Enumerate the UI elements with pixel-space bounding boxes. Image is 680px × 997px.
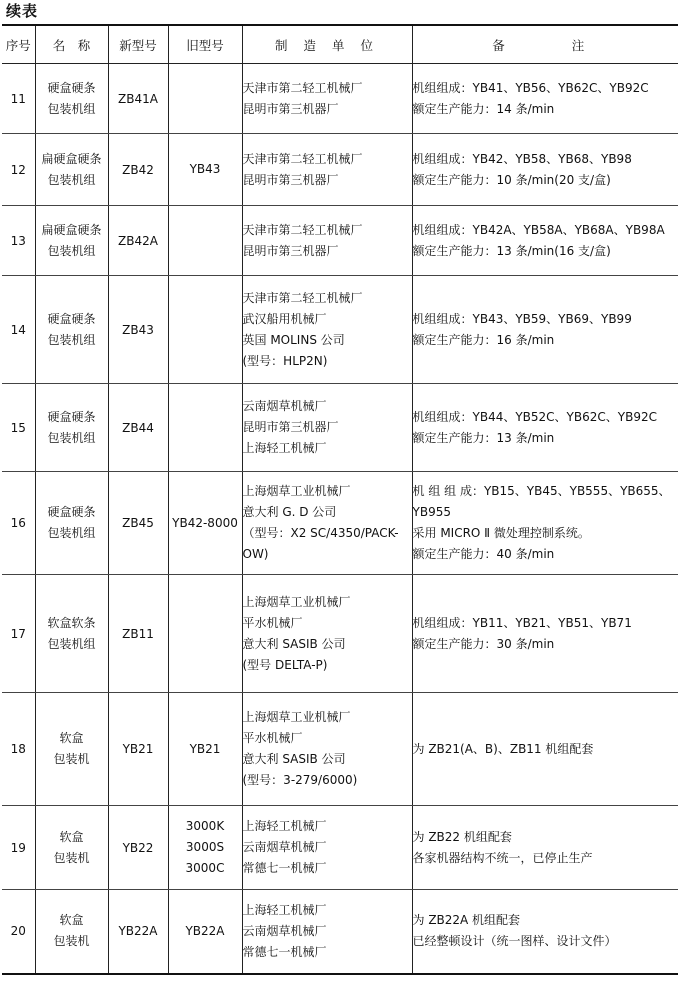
cell-note: [412, 64, 678, 134]
cell-name-line: 软盒: [59, 731, 84, 745]
cell-note-line: 各家机器结构不统一，已停止生产: [412, 850, 593, 865]
cell-new-model: ZB43: [108, 276, 168, 384]
table-continuation-caption: 续表: [6, 2, 39, 20]
cell-maker-line: 上海烟草工业机械厂: [242, 594, 351, 609]
cell-new-model: ZB11: [108, 575, 168, 693]
cell-old-model: [168, 384, 242, 472]
cell-note-line: 额定生产能力：14 条/min: [412, 101, 555, 116]
cell-old-model-line: YB21: [189, 741, 221, 756]
cell-maker-line: (型号 DELTA-P): [242, 657, 328, 672]
cell-new-model: YB21: [108, 693, 168, 806]
cell-old-model-line: YB22A: [185, 923, 225, 938]
cell-name-line: 硬盒硬条: [47, 409, 96, 424]
cell-seq: 13: [2, 206, 35, 276]
cell-note-line: 机组组成：YB42、YB58、YB68、YB98: [412, 151, 632, 166]
cell-note-line: 额定生产能力：40 条/min: [412, 547, 555, 561]
cell-name-line: 包装机: [53, 934, 90, 949]
table-row: [2, 134, 678, 206]
cell-name: [35, 472, 108, 575]
cell-old-model: [168, 806, 242, 890]
cell-maker-line: 云南烟草机械厂: [242, 923, 327, 938]
table-row: [2, 64, 678, 134]
cell-name-line: 包装机组: [47, 636, 96, 651]
cell-maker-line: 天津市第二轻工机械厂: [242, 151, 363, 166]
cell-new-model: ZB42A: [108, 206, 168, 276]
cell-maker-line: 昆明市第三机器厂: [242, 101, 339, 116]
cell-name: [35, 64, 108, 134]
cell-new-model: YB22: [108, 806, 168, 890]
cell-maker-line: OW): [242, 547, 269, 561]
cell-maker: [242, 64, 412, 134]
cell-name-line: 包装机组: [47, 243, 96, 258]
cell-name: [35, 206, 108, 276]
cell-maker: [242, 693, 412, 806]
cell-maker-line: 常德七一机械厂: [242, 861, 327, 875]
cell-name-line: 包装机组: [47, 172, 96, 187]
cell-old-model-line: YB43: [189, 162, 221, 176]
cell-note-line: 采用 MICRO Ⅱ 微处理控制系统。: [412, 526, 590, 540]
cell-note: [412, 276, 678, 384]
cell-old-model: [168, 64, 242, 134]
table-header-row: [2, 25, 678, 64]
cell-name-line: 软盒软条: [47, 615, 96, 630]
cell-old-model-line: YB42-8000: [172, 515, 238, 530]
cell-maker-line: 平水机械厂: [242, 615, 303, 630]
cell-note-line: 机组组成：YB41、YB56、YB62C、YB92C: [412, 80, 649, 95]
cell-note-line: 机组组成：YB43、YB59、YB69、YB99: [412, 311, 632, 326]
cell-name: [35, 276, 108, 384]
cell-note-line: 机组组成：YB44、YB52C、YB62C、YB92C: [412, 409, 657, 424]
cell-note: [412, 890, 678, 974]
cell-seq: 11: [2, 64, 35, 134]
header-old-model: 旧型号: [168, 25, 242, 64]
cell-note: [412, 575, 678, 693]
cell-new-model: YB22A: [108, 890, 168, 974]
packaging-machine-table: [2, 24, 678, 975]
header-note: 备 注: [412, 25, 678, 64]
cell-new-model: ZB44: [108, 384, 168, 472]
cell-maker-line: 上海烟草工业机械厂: [242, 710, 351, 724]
cell-maker-line: 上海烟草工业机械厂: [242, 484, 351, 498]
cell-maker-line: 天津市第二轻工机械厂: [242, 222, 363, 237]
cell-name-line: 软盒: [59, 829, 84, 844]
cell-note-line: 额定生产能力：13 条/min: [412, 430, 555, 445]
cell-name-line: 扁硬盒硬条: [41, 222, 102, 237]
cell-seq: 19: [2, 806, 35, 890]
cell-name-line: 包装机组: [47, 430, 96, 445]
cell-maker-line: 昆明市第三机器厂: [242, 420, 339, 434]
cell-maker-line: 上海轻工机械厂: [242, 819, 327, 833]
cell-note: [412, 134, 678, 206]
cell-maker-line: (型号：HLP2N): [242, 353, 328, 368]
cell-maker-line: 意大利 SASIB 公司: [242, 752, 346, 766]
cell-maker-line: 意大利 G. D 公司: [242, 505, 337, 519]
cell-new-model: ZB45: [108, 472, 168, 575]
cell-name-line: 软盒: [59, 913, 84, 928]
table-row: [2, 693, 678, 806]
cell-note: [412, 206, 678, 276]
cell-maker-line: 云南烟草机械厂: [242, 840, 327, 854]
cell-maker: [242, 276, 412, 384]
cell-maker-line: 上海轻工机械厂: [242, 441, 327, 455]
cell-name: [35, 384, 108, 472]
cell-maker-line: 意大利 SASIB 公司: [242, 636, 346, 651]
cell-old-model: [168, 890, 242, 974]
cell-seq: 15: [2, 384, 35, 472]
table-row: [2, 575, 678, 693]
table-row: [2, 890, 678, 974]
cell-maker-line: 昆明市第三机器厂: [242, 243, 339, 258]
cell-note: [412, 472, 678, 575]
cell-maker-line: 常德七一机械厂: [242, 944, 327, 959]
cell-note-line: 额定生产能力：13 条/min(16 支/盒): [412, 243, 611, 258]
cell-maker: [242, 134, 412, 206]
cell-maker: [242, 575, 412, 693]
cell-maker-line: (型号：3-279/6000): [242, 773, 358, 787]
cell-new-model: ZB42: [108, 134, 168, 206]
table-row: [2, 472, 678, 575]
cell-note-line: 机 组 组 成：YB15、YB45、YB555、YB655、: [412, 484, 671, 498]
cell-maker: [242, 384, 412, 472]
cell-old-model-line: 3000K: [185, 819, 225, 833]
cell-maker-line: 昆明市第三机器厂: [242, 172, 339, 187]
table-row: [2, 206, 678, 276]
cell-name-line: 扁硬盒硬条: [41, 151, 102, 166]
cell-maker: [242, 206, 412, 276]
header-new-model: 新型号: [108, 25, 168, 64]
cell-note-line: YB955: [412, 505, 451, 519]
cell-note-line: 已经整顿设计（统一图样、设计文件）: [412, 934, 617, 949]
cell-maker: [242, 890, 412, 974]
header-name: 名 称: [35, 25, 108, 64]
cell-seq: 16: [2, 472, 35, 575]
cell-note-line: 为 ZB22 机组配套: [412, 829, 512, 844]
cell-note-line: 额定生产能力：30 条/min: [412, 636, 555, 651]
cell-maker-line: 英国 MOLINS 公司: [242, 332, 345, 347]
cell-seq: 12: [2, 134, 35, 206]
table-row: [2, 806, 678, 890]
cell-note-line: 额定生产能力：10 条/min(20 支/盒): [412, 172, 611, 187]
cell-name-line: 硬盒硬条: [47, 80, 96, 95]
cell-name-line: 包装机: [53, 850, 90, 865]
cell-name: [35, 693, 108, 806]
cell-name-line: 包装机组: [47, 101, 96, 116]
cell-seq: 18: [2, 693, 35, 806]
table-row: [2, 384, 678, 472]
cell-old-model: [168, 472, 242, 575]
cell-name-line: 包装机: [53, 752, 90, 766]
cell-name: [35, 806, 108, 890]
cell-name-line: 包装机组: [47, 332, 96, 347]
cell-note-line: 为 ZB21(A、B)、ZB11 机组配套: [412, 741, 594, 756]
cell-note: [412, 384, 678, 472]
cell-old-model: [168, 134, 242, 206]
cell-old-model-line: 3000S: [185, 840, 225, 854]
cell-name-line: 硬盒硬条: [47, 505, 96, 519]
header-seq: 序号: [2, 25, 35, 64]
cell-note: [412, 806, 678, 890]
cell-name-line: 硬盒硬条: [47, 311, 96, 326]
cell-maker-line: 武汉船用机械厂: [242, 311, 327, 326]
cell-name: [35, 890, 108, 974]
cell-old-model: [168, 693, 242, 806]
cell-note-line: 为 ZB22A 机组配套: [412, 913, 521, 928]
cell-old-model: [168, 575, 242, 693]
cell-note-line: 机组组成：YB42A、YB58A、YB68A、YB98A: [412, 222, 665, 237]
cell-maker-line: 上海轻工机械厂: [242, 902, 327, 917]
cell-maker: [242, 806, 412, 890]
cell-maker: [242, 472, 412, 575]
cell-note: [412, 693, 678, 806]
cell-name: [35, 134, 108, 206]
cell-note-line: 额定生产能力：16 条/min: [412, 332, 555, 347]
cell-seq: 17: [2, 575, 35, 693]
header-maker: 制 造 单 位: [242, 25, 412, 64]
cell-old-model: [168, 276, 242, 384]
cell-name-line: 包装机组: [47, 526, 96, 540]
cell-name: [35, 575, 108, 693]
cell-seq: 14: [2, 276, 35, 384]
cell-note-line: 机组组成：YB11、YB21、YB51、YB71: [412, 615, 632, 630]
cell-new-model: ZB41A: [108, 64, 168, 134]
cell-old-model-line: 3000C: [185, 861, 225, 875]
cell-maker-line: 天津市第二轻工机械厂: [242, 80, 363, 95]
cell-maker-line: 云南烟草机械厂: [242, 399, 327, 413]
cell-seq: 20: [2, 890, 35, 974]
cell-maker-line: 平水机械厂: [242, 731, 303, 745]
table-row: [2, 276, 678, 384]
cell-maker-line: 天津市第二轻工机械厂: [242, 290, 363, 305]
cell-maker-line: （型号：X2 SC/4350/PACK-: [242, 526, 399, 540]
cell-old-model: [168, 206, 242, 276]
